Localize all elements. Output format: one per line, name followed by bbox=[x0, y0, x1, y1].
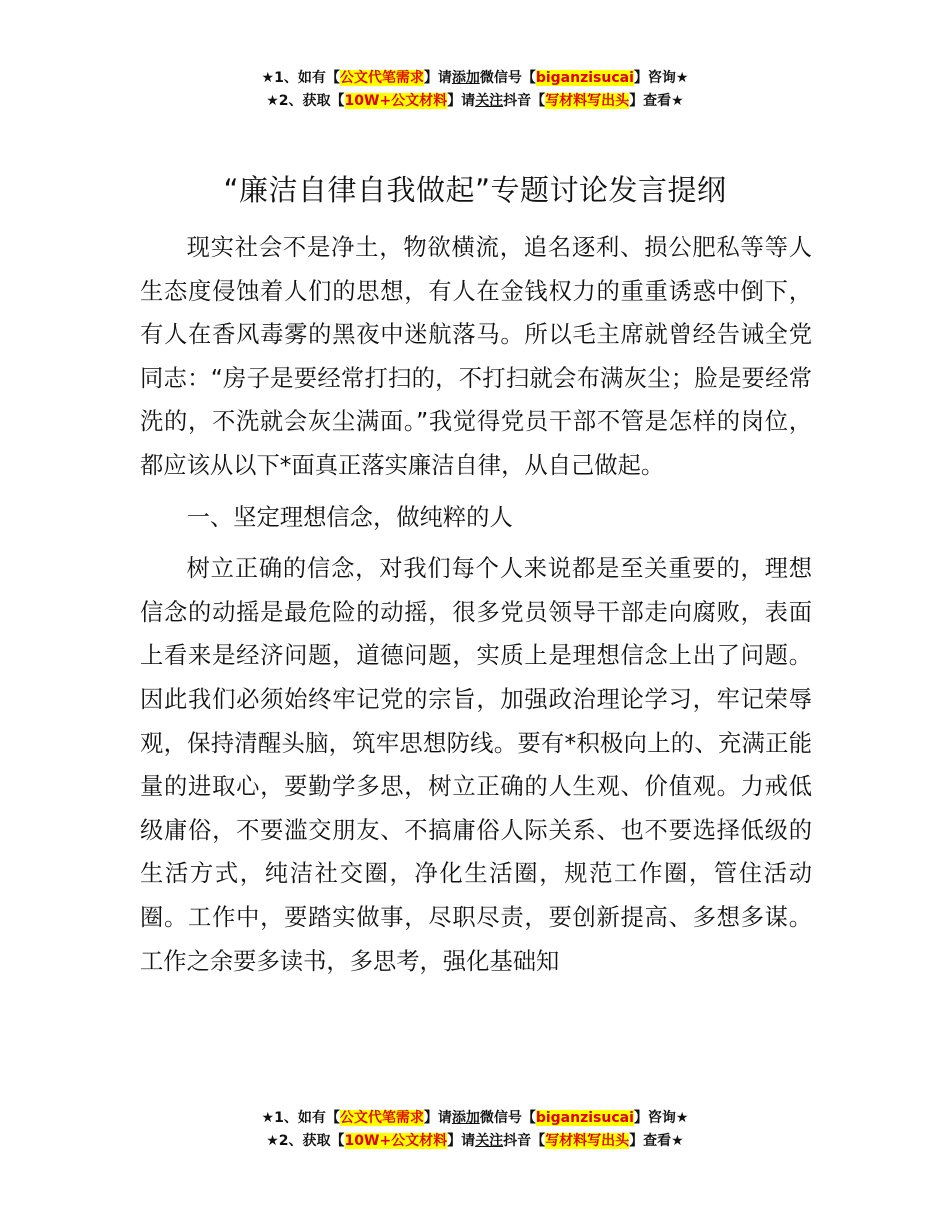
paragraph: 树立正确的信念，对我们每个人来说都是至关重要的，理想信念的动摇是最危险的动摇，很多党员领导干部走向腐败，表面上看来是经济问题，道德问题，实质上是理想信念上出了问题。因此我们必须始终牢记党的宗旨，加强政治理论学习，牢记荣辱观，保持清醒头脑，筑牢思想防线。要有*积极向上的、充满正能量的进取心，要勤学多思，树立正确的人生观、价值观。力戒低级庸俗，不要滥交朋友、不搞庸俗人际关系、也不要选择低级的生活方式，纯洁社交圈，净化生活圈，规范工作圈，管住活动圈。工作中，要踏实做事，尽职尽责，要创新提高、多想多谋。工作之余要多读书，多思考，强化基础知 bbox=[140, 555, 812, 975]
banner-text: 】请 bbox=[423, 70, 452, 86]
document-body bbox=[140, 226, 812, 983]
banner-text: ★2、获取【 bbox=[266, 93, 345, 109]
banner-highlight: 10W+公文材料 bbox=[344, 93, 448, 109]
banner-highlight: biganzisucai bbox=[535, 1110, 634, 1126]
banner-highlight: biganzisucai bbox=[535, 70, 634, 86]
banner-line-2 bbox=[0, 90, 950, 113]
document-title: “廉洁自律自我做起”专题讨论发言提纲 bbox=[223, 173, 727, 207]
banner-text: ★1、如有【 bbox=[261, 70, 340, 86]
banner-text: 微信号【 bbox=[479, 70, 536, 86]
banner-highlight: 写材料写出头 bbox=[545, 93, 630, 109]
banner-highlight: 写材料写出头 bbox=[545, 1133, 630, 1149]
banner-highlight: 公文代笔需求 bbox=[339, 70, 424, 86]
banner-text: 微信号【 bbox=[479, 1110, 536, 1126]
banner-underline: 添加 bbox=[451, 1110, 480, 1126]
banner-underline: 添加 bbox=[451, 70, 480, 86]
banner-underline: 关注 bbox=[475, 93, 504, 109]
banner-text: 】咨询★ bbox=[633, 70, 689, 86]
banner-line-1 bbox=[0, 1107, 950, 1130]
banner-line-2 bbox=[0, 1130, 950, 1153]
banner-text: 抖音【 bbox=[503, 93, 546, 109]
banner-text: ★2、获取【 bbox=[266, 1133, 345, 1149]
banner-text: 】请 bbox=[423, 1110, 452, 1126]
banner-text: 】请 bbox=[447, 1133, 476, 1149]
footer-banner bbox=[0, 1107, 950, 1153]
banner-text: ★1、如有【 bbox=[261, 1110, 340, 1126]
banner-highlight: 公文代笔需求 bbox=[339, 1110, 424, 1126]
banner-text: 】请 bbox=[447, 93, 476, 109]
banner-underline: 关注 bbox=[475, 1133, 504, 1149]
paragraph: 现实社会不是净土，物欲横流，追名逐利、损公肥私等等人生态度侵蚀着人们的思想，有人在金钱权力的重重诱惑中倒下，有人在香风毒雾的黑夜中迷航落马。所以毛主席就曾经告诫全党同志：“房子是要经常打扫的，不打扫就会布满灰尘；脸是要经常洗的，不洗就会灰尘满面。”我觉得党员干部不管是怎样的岗位，都应该从以下*面真正落实廉洁自律，从自己做起。 bbox=[140, 234, 812, 479]
banner-text: 抖音【 bbox=[503, 1133, 546, 1149]
banner-line-1 bbox=[0, 67, 950, 90]
section-heading: 一、坚定理想信念，做纯粹的人 bbox=[186, 503, 513, 531]
banner-text: 】查看★ bbox=[629, 1133, 684, 1149]
banner-highlight: 10W+公文材料 bbox=[344, 1133, 448, 1149]
header-banner bbox=[0, 67, 950, 113]
banner-text: 】咨询★ bbox=[633, 1110, 689, 1126]
banner-text: 】查看★ bbox=[629, 93, 684, 109]
